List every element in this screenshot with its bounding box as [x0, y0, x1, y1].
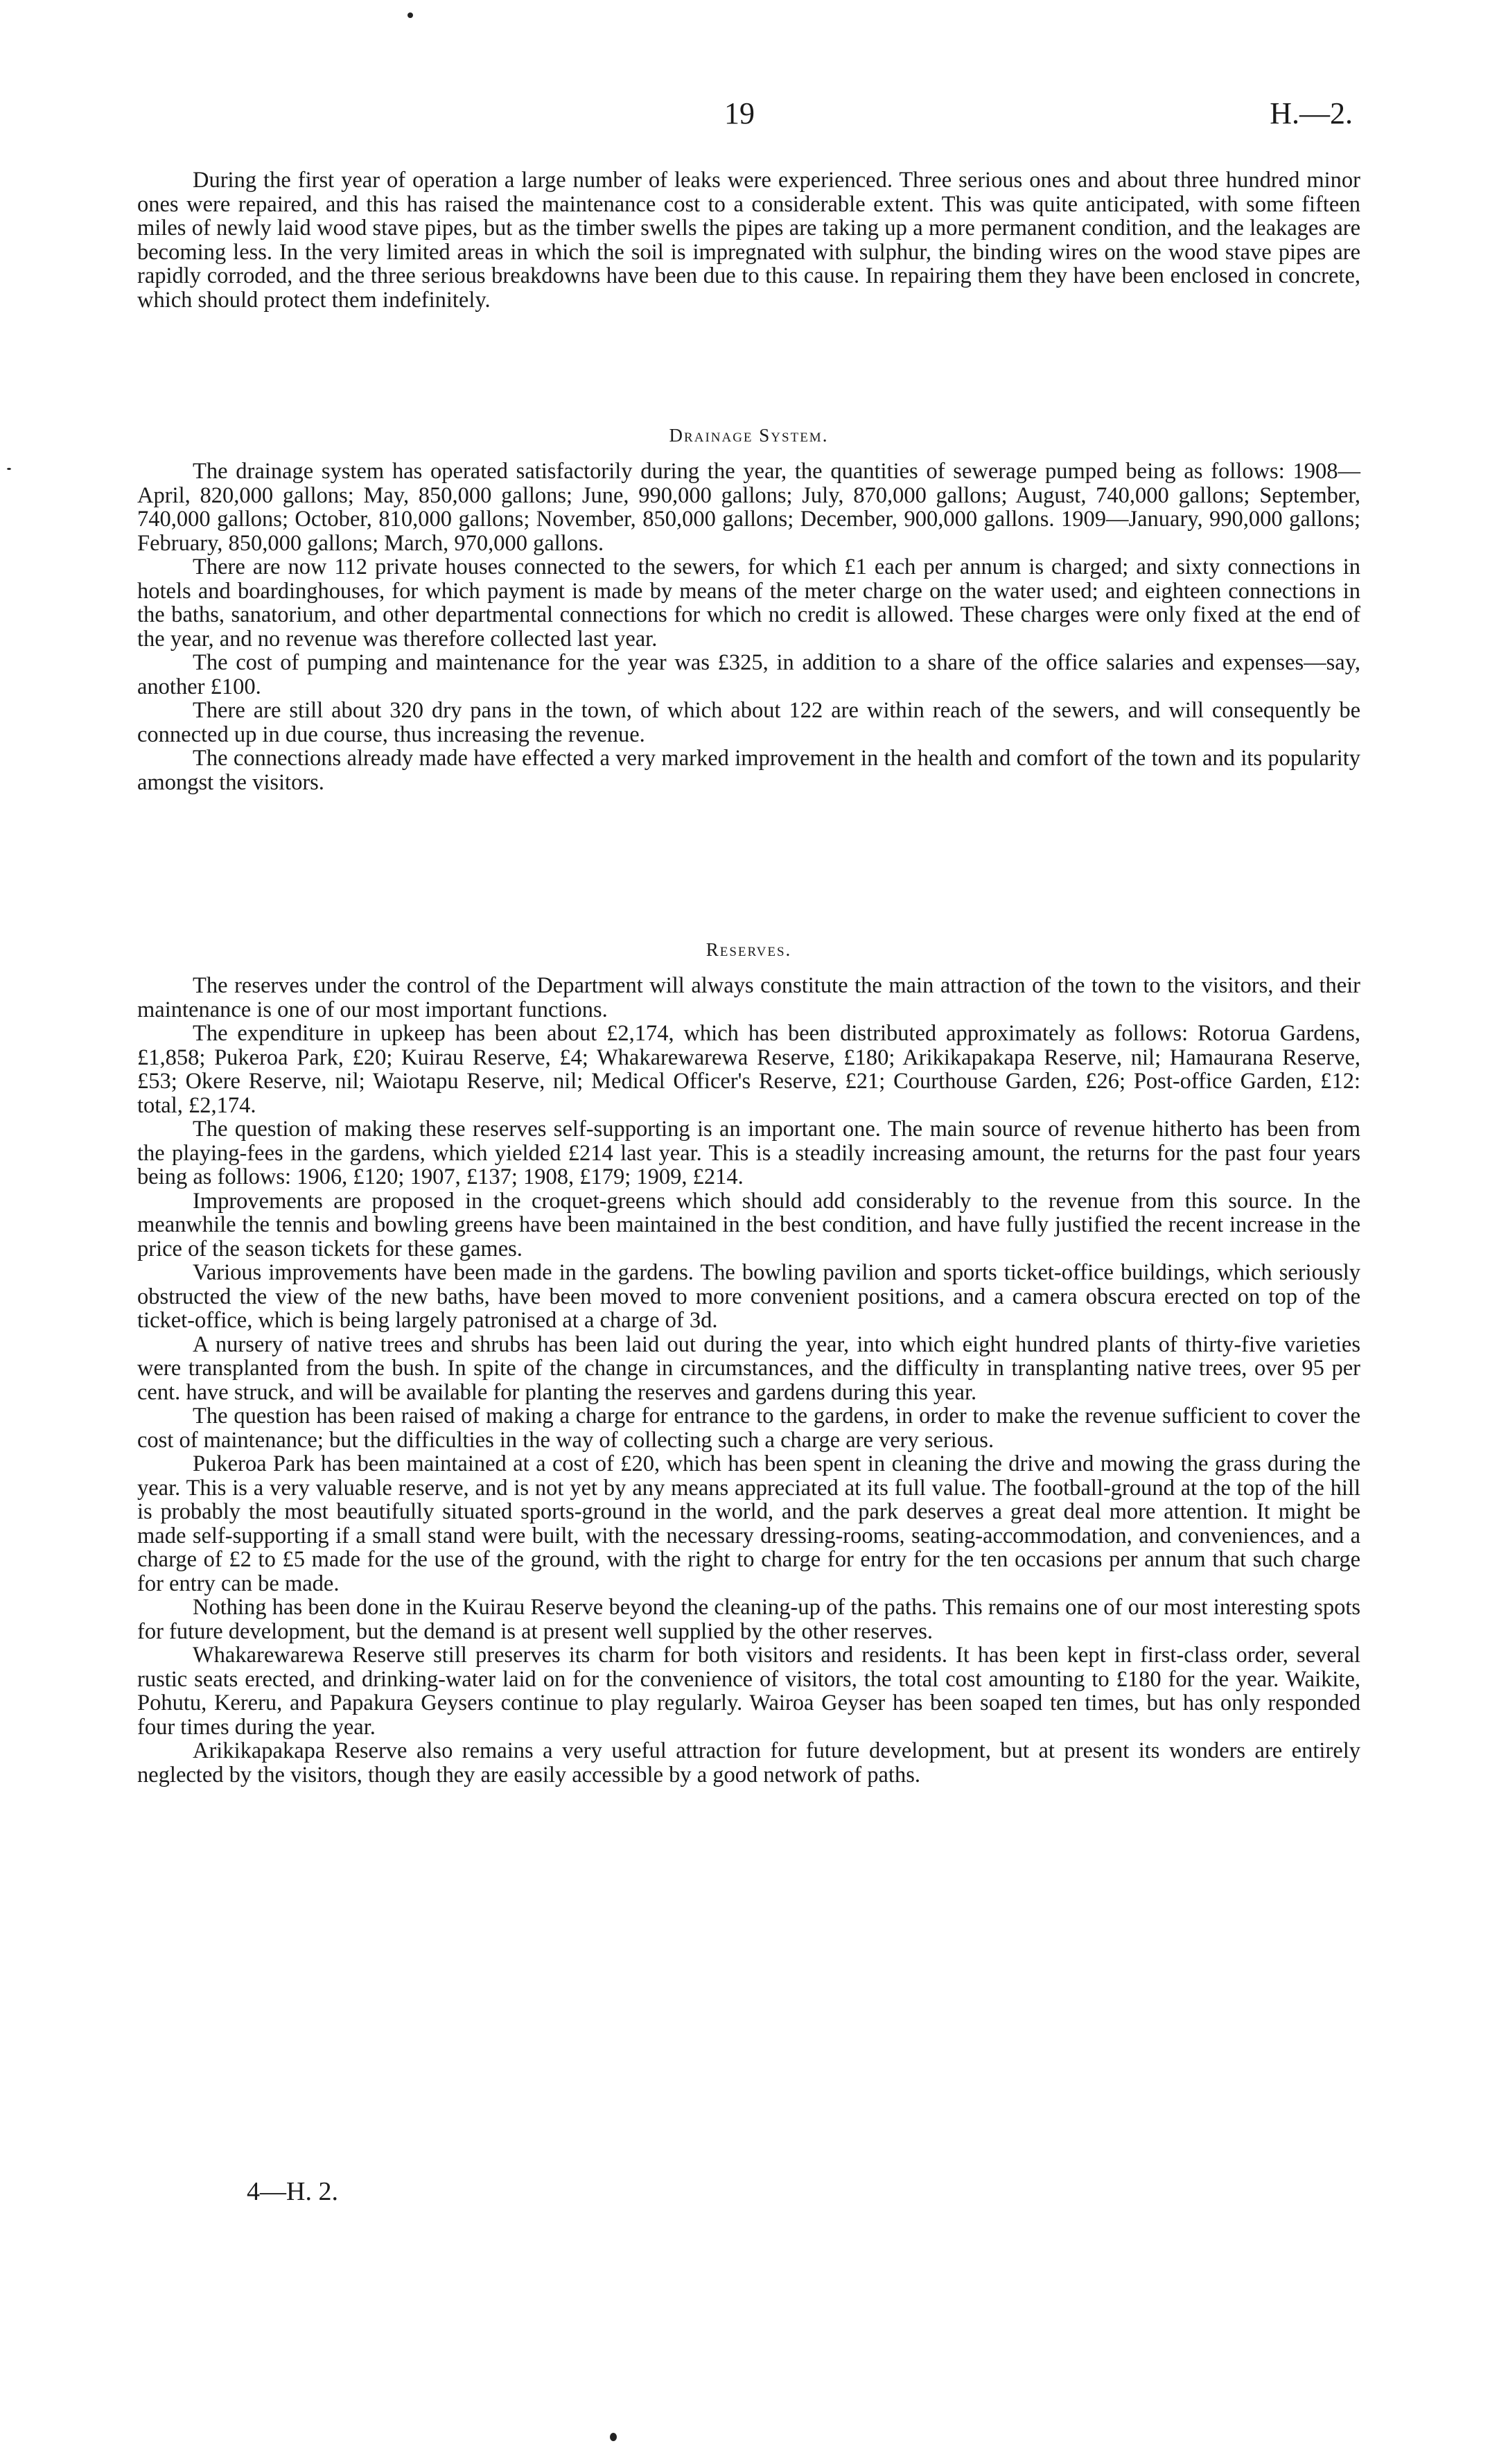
paragraph: Improvements are proposed in the croquet-greens which should add considerably to the revenue from this source. In the meanwhile the tennis and bowling greens have been maintained in the best condition, and have fully justified the recent increase in the price of the season tickets for these games. — [137, 1188, 1360, 1261]
drainage-section — [137, 460, 1360, 794]
printer-signature: 4—H. 2. — [247, 2177, 338, 2206]
paragraph: The expenditure in upkeep has been about £2,174, which has been distributed approximately as follows: Rotorua Gardens, £1,858; Pukeroa Park, £20; Kuirau Reserve, £4; Whakarewarewa Reserve, £180; Arikikapakapa Reserve, nil; Hamaurana Reserve, £53; Okere Reserve, nil; Waiotapu Reserve, nil; Medical Officer's Reserve, £21; Courthouse Garden, £26; Post-office Garden, £12: total, £2,174. — [137, 1021, 1360, 1118]
paragraph: The reserves under the control of the Department will always constitute the main attraction of the town to the visitors, and their maintenance is one of our most important functions. — [137, 973, 1360, 1022]
paragraph: Whakarewarewa Reserve still preserves its charm for both visitors and residents. It has been kept in first-class order, several rustic seats erected, and drinking-water laid on for the convenience of visitors, the total cost amounting to £180 for the year. Waikite, Pohutu, Kereru, and Papakura Geysers continue to play regularly. Wairoa Geyser has been soaped ten times, but has only responded four times during the year. — [137, 1643, 1360, 1740]
paragraph: There are still about 320 dry pans in the town, of which about 122 are within reach of the sewers, and will consequently be connected up in due course, thus increasing the revenue. — [137, 698, 1360, 747]
paragraph: During the first year of operation a large number of leaks were experienced. Three serious ones and about three hundred minor ones were repaired, and this has raised the maintenance cost to a considerable extent. This was quite anticipated, with some fifteen miles of newly laid wood stave pipes, but as the timber swells the pipes are taking up a more permanent condition, and the leakages are becoming less. In the very limited areas in which the soil is impregnated with sulphur, the binding wires on the wood stave pipes are rapidly corroded, and the three serious breakdowns have been due to this cause. In repairing them they have been enclosed in concrete, which should protect them indefinitely. — [137, 168, 1360, 313]
reserves-heading: Reserves. — [705, 939, 792, 960]
paragraph: There are now 112 private houses connected to the sewers, for which £1 each per annum is charged; and sixty connections in hotels and boardinghouses, for which payment is made by means of the meter charge on the water used; and eighteen connections in the baths, sanatorium, and other departmental connections for which no credit is allowed. These charges were only fixed at the end of the year, and no revenue was therefore collected last year. — [137, 554, 1360, 652]
paragraph: The question has been raised of making a charge for entrance to the gardens, in order to make the revenue sufficient to cover the cost of maintenance; but the difficulties in the way of collecting such a charge are very serious. — [137, 1404, 1360, 1453]
print-speck — [7, 468, 11, 470]
paragraph: A nursery of native trees and shrubs has been laid out during the year, into which eight hundred plants of thirty-five varieties were transplanted from the bush. In spite of the change in circumstances, and the difficulty in transplanting native trees, over 95 per cent. have struck, and will be available for planting the reserves and gardens during this year. — [137, 1331, 1360, 1405]
paragraph: The cost of pumping and maintenance for the year was £325, in addition to a share of the office salaries and expenses—say, another £100. — [137, 650, 1360, 699]
print-speck — [407, 12, 413, 18]
paragraph: The question of making these reserves self-supporting is an important one. The main source of revenue hitherto has been from the playing-fees in the gardens, which yielded £214 last year. This is a steadily increasing amount, the returns for the past four years being as follows: 1906, £120; 1907, £137; 1908, £179; 1909, £214. — [137, 1117, 1360, 1189]
document-reference: H.—2. — [1270, 96, 1353, 130]
page-number: 19 — [724, 96, 755, 130]
paragraph: Various improvements have been made in the gardens. The bowling pavilion and sports ticket-office buildings, which seriously obstructed the view of the new baths, have been moved to more convenient positions, and a camera obscura erected on top of the ticket-office, which is being largely patronised at a charge of 3d. — [137, 1260, 1360, 1333]
paragraph: Arikikapakapa Reserve also remains a very useful attraction for future development, but at present its wonders are entirely neglected by the visitors, though they are easily accessible by a good network of paths. — [137, 1738, 1360, 1788]
intro-section — [137, 168, 1360, 312]
drainage-heading: Drainage System. — [669, 425, 829, 446]
paragraph: The connections already made have effected a very marked improvement in the health and comfort of the town and its popularity amongst the visitors. — [137, 746, 1360, 795]
paragraph: Pukeroa Park has been maintained at a cost of £20, which has been spent in cleaning the drive and mowing the grass during the year. This is a very valuable reserve, and is not yet by any means appreciated at its full value. The football-ground at the top of the hill is probably the most beautifully situated sports-ground in the world, and the park deserves a great deal more attention. It might be made self-supporting if a small stand were built, with the necessary dressing-rooms, seating-accommodation, and conveniences, and a charge of £2 to £5 made for the use of the ground, with the right to charge for entry for the ten occasions per annum that such charge for entry can be made. — [137, 1451, 1360, 1596]
print-speck — [610, 2433, 617, 2441]
paragraph: The drainage system has operated satisfactorily during the year, the quantities of sewerage pumped being as follows: 1908—April, 820,000 gallons; May, 850,000 gallons; June, 990,000 gallons; July, 870,000 gallons; August, 740,000 gallons; September, 740,000 gallons; October, 810,000 gallons; November, 850,000 gallons; December, 900,000 gallons. 1909—January, 990,000 gallons; February, 850,000 gallons; March, 970,000 gallons. — [137, 459, 1360, 556]
paragraph: Nothing has been done in the Kuirau Reserve beyond the cleaning-up of the paths. This remains one of our most interesting spots for future development, but the demand is at present well supplied by the other reserves. — [137, 1595, 1360, 1644]
reserves-section — [137, 974, 1360, 1787]
